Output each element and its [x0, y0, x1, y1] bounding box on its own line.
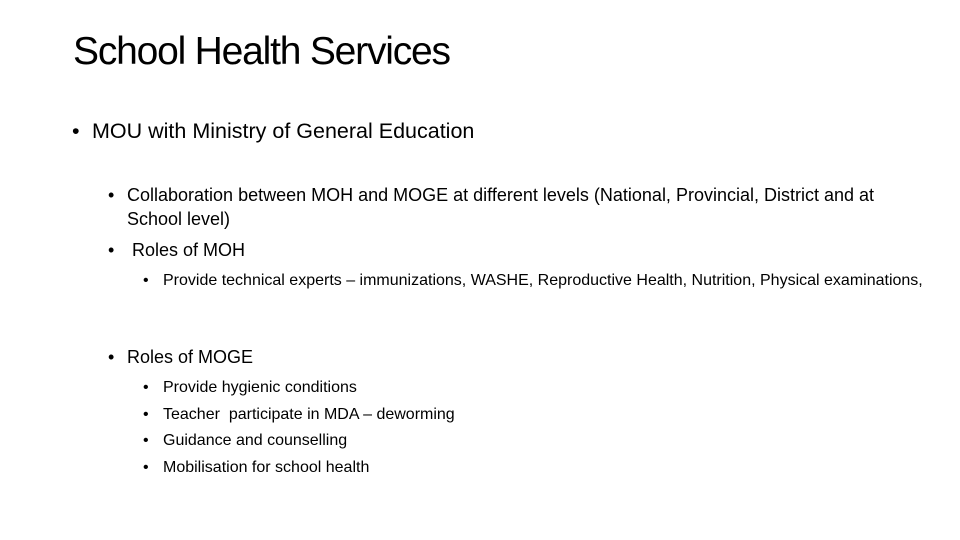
slide-title: School Health Services	[73, 30, 450, 73]
bullet-roles-moh	[108, 238, 917, 262]
list-item	[143, 455, 455, 482]
bullet-collaboration-text: Collaboration between MOH and MOGE at different levels (National, Provincial, District and at School level)	[127, 185, 875, 229]
bullet-roles-moge-text: Roles of MOGE	[127, 347, 254, 367]
list-item	[143, 402, 455, 429]
moge-item-text: Teacher participate in MDA – deworming	[163, 405, 455, 423]
moge-roles-list	[143, 375, 455, 481]
bullet-dot-icon: •	[108, 347, 115, 367]
bullet-dot-icon: •	[72, 119, 80, 143]
bullet-mou-text: MOU with Ministry of General Education	[92, 119, 475, 143]
bullet-dot-icon: •	[143, 405, 149, 423]
bullet-dot-icon: •	[143, 432, 149, 449]
moge-item-text: Provide hygienic conditions	[163, 379, 357, 396]
bullet-moh-item-text: Provide technical experts – immunizations, WASHE, Reproductive Health, Nutrition, Physical examinations,	[163, 272, 923, 289]
bullet-dot-icon: •	[143, 379, 149, 396]
bullet-dot-icon: •	[143, 272, 149, 289]
bullet-mou	[72, 117, 474, 145]
bullet-collaboration	[108, 183, 917, 231]
list-item	[143, 375, 455, 402]
list-item	[143, 428, 455, 455]
bullet-dot-icon: •	[143, 458, 149, 476]
moge-item-text: Guidance and counselling	[163, 432, 348, 449]
bullet-moh-item	[143, 270, 923, 291]
bullet-dot-icon: •	[108, 240, 115, 260]
bullet-dot-icon: •	[108, 185, 115, 205]
bullet-roles-moh-text: Roles of MOH	[127, 240, 246, 260]
bullet-roles-moge	[108, 345, 917, 369]
moge-item-text: Mobilisation for school health	[163, 458, 370, 476]
